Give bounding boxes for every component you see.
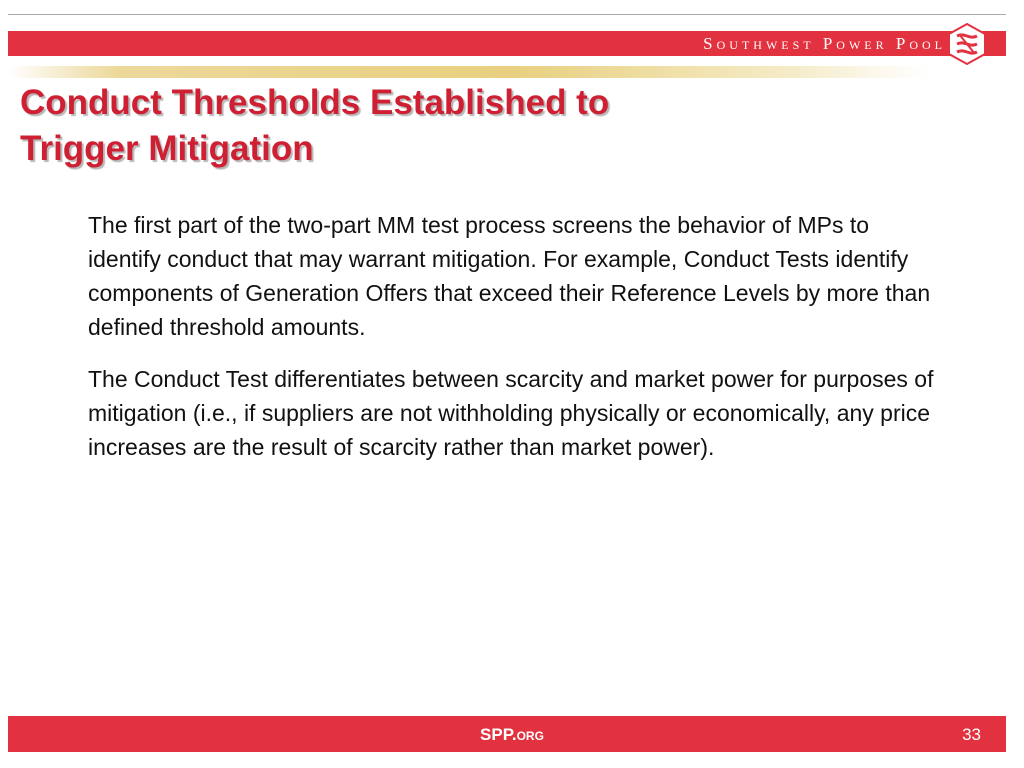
slide-title <box>20 80 920 172</box>
slide-title-line-2: Trigger Mitigation <box>20 129 314 168</box>
brand-name: Southwest Power Pool <box>703 34 946 53</box>
page-number: 33 <box>962 725 981 744</box>
gold-accent-band <box>8 66 928 78</box>
slide-body <box>88 208 938 482</box>
body-paragraph: The first part of the two-part MM test process screens the behavior of MPs to identify conduct that may warrant mitigation. For example, Conduct Tests identify components of Generation Offers that exceed their Reference Levels by more than defined threshold amounts. <box>88 212 931 340</box>
top-divider <box>8 14 1006 15</box>
body-paragraph: The Conduct Test differentiates between scarcity and market power for purposes of mitigation (i.e., if suppliers are not withholding physically or economically, any price increases are the result of scarcity rather than market power). <box>88 366 934 460</box>
spp-logo-icon <box>945 22 989 66</box>
footer-site-link[interactable]: SPP.org <box>480 725 544 744</box>
slide-title-line-1: Conduct Thresholds Established to <box>20 83 610 122</box>
